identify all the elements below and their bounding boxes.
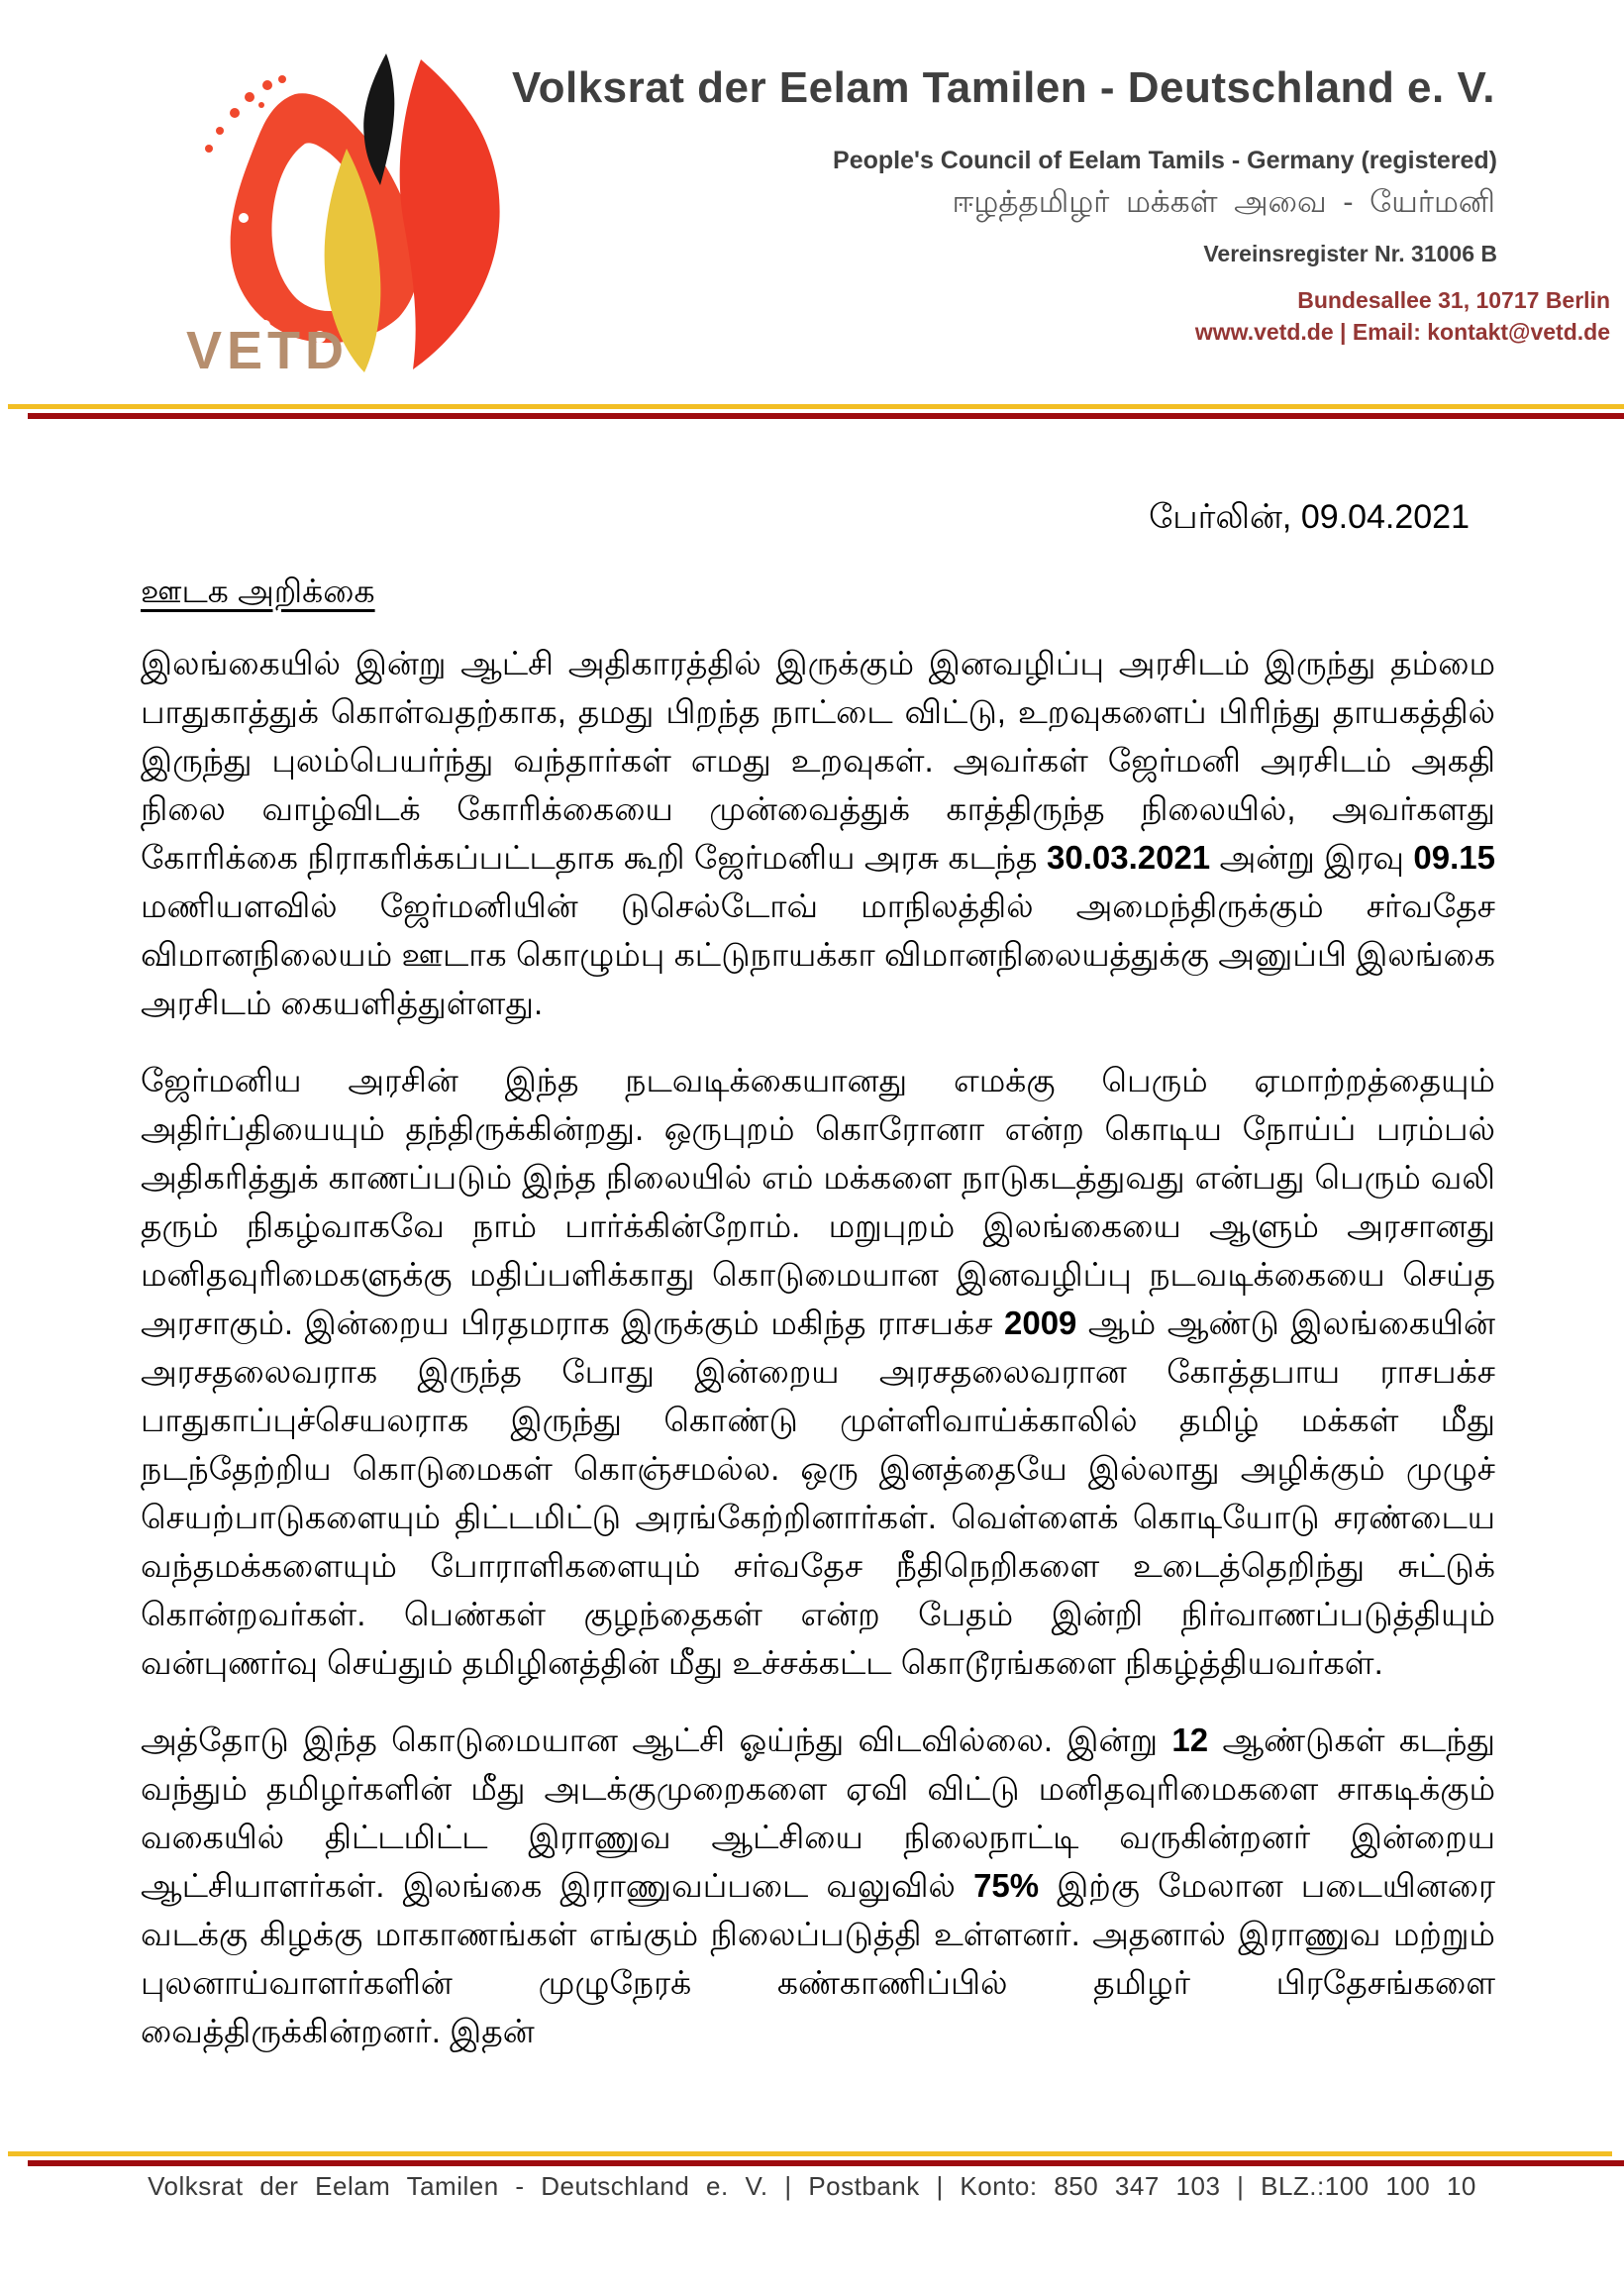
org-subtitle-tamil: ஈழத்தமிழர் மக்கள் அவை - யேர்மனி bbox=[952, 184, 1495, 219]
body-paragraph: இலங்கையில் இன்று ஆட்சி அதிகாரத்தில் இருக்கும் இனவழிப்பு அரசிடம் இருந்து தம்மை பாதுகாத்துக் கொள்வதற்காக, தமது பிறந்த நாட்டை விட்டு, உறவுகளைப் பிரிந்து தாயகத்தில் இருந்து புலம்பெயர்ந்து வந்தார்கள் எமது உறவுகள். அவர்கள் ஜேர்மனி அரசிடம் அகதி நிலை வாழ்விடக் கோரிக்கையை முன்வைத்துக் காத்திருந்த நிலையில், அவர்களது கோரிக்கை நிராகரிக்கப்பட்டதாக கூறி ஜேர்மனிய அரசு கடந்த 30.03.2021 அன்று இரவு 09.15 மணியளவில் ஜேர்மனியின் டுசெல்டோவ் மாநிலத்தில் அமைந்திருக்கும் சர்வதேச விமானநிலையம் ஊடாக கொழும்பு கட்டுநாயக்கா விமானநிலையத்துக்கு அனுப்பி இலங்கை அரசிடம் கையளித்துள்ளது. bbox=[141, 645, 1495, 1021]
footer-rule-red bbox=[28, 2160, 1624, 2166]
org-contact: www.vetd.de | Email: kontakt@vetd.de bbox=[1194, 319, 1610, 345]
header-rule-red bbox=[28, 413, 1624, 419]
vetd-logo bbox=[117, 40, 562, 381]
body-paragraph: ஜேர்மனிய அரசின் இந்த நடவடிக்கையானது எமக்கு பெரும் ஏமாற்றத்தையும் அதிர்ப்தியையும் தந்திருக்கின்றது. ஒருபுறம் கொரோனா என்ற கொடிய நோய்ப் பரம்பல் அதிகரித்துக் காணப்படும் இந்த நிலையில் எம் மக்களை நாடுகடத்துவது என்பது பெரும் வலி தரும் நிகழ்வாகவே நாம் பார்க்கின்றோம். மறுபுறம் இலங்கையை ஆளும் அரசானது மனிதவுரிமைகளுக்கு மதிப்பளிக்காது கொடுமையான இனவழிப்பு நடவடிக்கையை செய்த அரசாகும். இன்றைய பிரதமராக இருக்கும் மகிந்த ராசபக்ச 2009 ஆம் ஆண்டு இலங்கையின் அரசதலைவராக இருந்த போது இன்றைய அரசதலைவரான கோத்தபாய ராசபக்ச பாதுகாப்புச்செயலராக இருந்து கொண்டு முள்ளிவாய்க்காலில் தமிழ் மக்கள் மீது நடந்தேற்றிய கொடுமைகள் கொஞ்சமல்ல. ஒரு இனத்தையே இல்லாது அழிக்கும் முழுச் செயற்பாடுகளையும் திட்டமிட்டு அரங்கேற்றினார்கள். வெள்ளைக் கொடியோடு சரண்டைய வந்தமக்களையும் போராளிகளையும் சர்வதேச நீதிநெறிகளை உடைத்தெறிந்து சுட்டுக் கொன்றவர்கள். பெண்கள் குழந்தைகள் என்ற பேதம் இன்றி நிர்வாணப்படுத்தியும் வன்புணர்வு செய்தும் தமிழினத்தின் மீது உச்சக்கட்ட கொடூரங்களை நிகழ்த்தியவர்கள். bbox=[141, 1062, 1495, 1681]
header-rule-yellow bbox=[8, 404, 1624, 409]
org-title: Volksrat der Eelam Tamilen - Deutschland e. V. bbox=[512, 63, 1495, 112]
flame-red bbox=[400, 59, 500, 369]
org-register-number: Vereinsregister Nr. 31006 B bbox=[1203, 241, 1497, 266]
org-subtitle-english: People's Council of Eelam Tamils - Germany (registered) bbox=[833, 147, 1497, 174]
org-address: Bundesallee 31, 10717 Berlin bbox=[1297, 287, 1610, 313]
logo-acronym: VETD bbox=[186, 321, 350, 380]
dateline: பேர்லின், 09.04.2021 bbox=[1149, 498, 1470, 536]
letter-body bbox=[141, 639, 1495, 2055]
footer-rule-yellow bbox=[8, 2151, 1612, 2156]
footer-bank-details: Volksrat der Eelam Tamilen - Deutschland e. V. | Postbank | Konto: 850 347 103 | BLZ.:100 100 10 bbox=[148, 2171, 1476, 2201]
press-release-heading: ஊடக அறிக்கை bbox=[141, 573, 375, 609]
flame-icon bbox=[325, 53, 500, 372]
body-paragraph: அத்தோடு இந்த கொடுமையான ஆட்சி ஓய்ந்து விடவில்லை. இன்று 12 ஆண்டுகள் கடந்து வந்தும் தமிழர்களின் மீது அடக்குமுறைகளை ஏவி விட்டு மனிதவுரிமைகளை சாகடிக்கும் வகையில் திட்டமிட்ட இராணுவ ஆட்சியை நிலைநாட்டி வருகின்றனர் இன்றைய ஆட்சியாளர்கள். இலங்கை இராணுவப்படை வலுவில் 75% இற்கு மேலான படையினரை வடக்கு கிழக்கு மாகாணங்கள் எங்கும் நிலைப்படுத்தி உள்ளனர். அதனால் இராணுவ மற்றும் புலனாய்வாளர்களின் முழுநேரக் கண்காணிப்பில் தமிழர் பிரதேசங்களை வைத்திருக்கின்றனர். இதன் bbox=[141, 1722, 1496, 2049]
letter-content bbox=[141, 573, 1495, 2084]
